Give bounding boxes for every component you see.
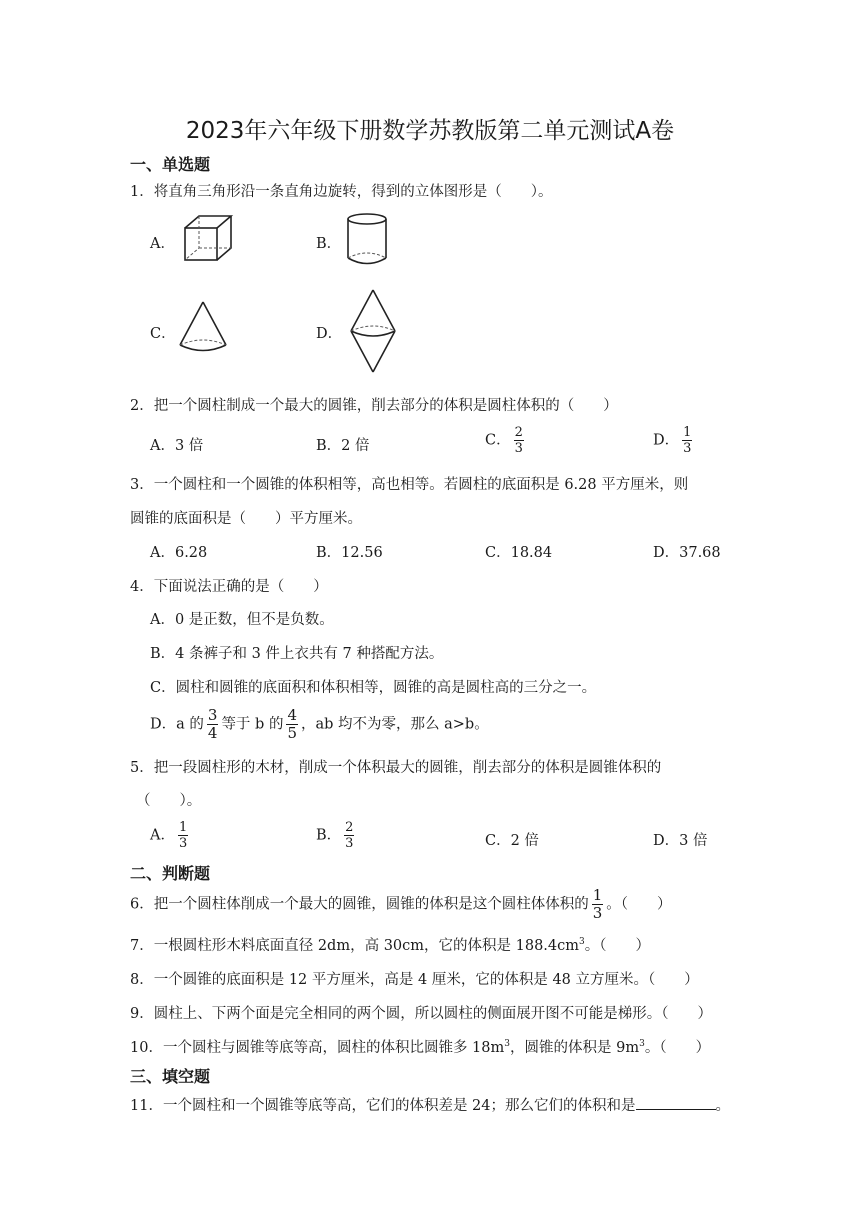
question-1-option-a: A． [150, 236, 175, 252]
question-3-option-b: B．12.56 [316, 545, 383, 561]
fraction-denominator: 4 [207, 724, 218, 742]
question-5-option-a [150, 821, 191, 850]
question-5-option-a-label: A． [150, 827, 175, 844]
question-11-suffix: 。 [715, 1098, 731, 1114]
question-3-option-a: A．6.28 [150, 545, 208, 561]
fraction [286, 708, 298, 741]
question-7-suffix: 。（ ） [584, 938, 650, 954]
question-5-option-d: D．3 倍 [653, 833, 708, 849]
fraction-denominator: 3 [178, 836, 188, 851]
fraction [592, 888, 604, 921]
fraction [344, 821, 354, 850]
question-11 [130, 1094, 730, 1115]
question-6-suffix: 。（ ） [606, 896, 672, 913]
superscript: 3 [639, 1039, 645, 1050]
fraction [178, 821, 188, 850]
question-5-option-b-label: B． [316, 827, 342, 844]
fraction [207, 708, 219, 741]
section-heading-single-choice: 一、单选题 [130, 155, 211, 174]
answer-blank[interactable] [636, 1095, 716, 1110]
fraction-denominator: 3 [683, 441, 692, 456]
question-1-option-c: C． [150, 326, 176, 342]
cube-icon [183, 214, 235, 264]
question-3-option-c: C．18.84 [485, 545, 553, 561]
cylinder-icon [345, 212, 389, 268]
question-10-suffix: 。（ ） [644, 1040, 711, 1056]
question-2-stem: 2．把一个圆柱制成一个最大的圆锥，削去部分的体积是圆柱体积的（ ） [130, 398, 618, 414]
question-10-middle: ，圆锥的体积是 9m [510, 1040, 640, 1056]
question-11-prefix: 11．一个圆柱和一个圆锥等底等高，它们的体积差是 24；那么它们的体积和是 [130, 1098, 636, 1114]
question-4-option-d-suffix: ，ab 均不为零，那么 a>b。 [300, 716, 489, 733]
superscript: 3 [579, 937, 585, 948]
question-6 [130, 888, 672, 921]
question-2-option-d-label: D． [653, 432, 680, 449]
superscript: 3 [504, 1039, 510, 1050]
question-7-prefix: 7．一根圆柱形木料底面直径 2dm，高 30cm，它的体积是 188.4cm [130, 938, 580, 954]
question-10-prefix: 10．一个圆柱与圆锥等底等高，圆柱的体积比圆锥多 18m [130, 1040, 505, 1056]
fraction-numerator: 1 [178, 820, 188, 835]
fraction [514, 426, 524, 455]
question-3-stem-line2: 圆锥的底面积是（ ）平方厘米。 [130, 511, 362, 527]
double-cone-icon [349, 288, 397, 374]
question-2-option-c [485, 426, 527, 455]
fraction-numerator: 2 [514, 425, 523, 440]
question-8: 8．一个圆锥的底面积是 12 平方厘米，高是 4 厘米，它的体积是 48 立方厘米。（ ） [130, 972, 699, 988]
question-4-option-d-middle: 等于 b 的 [221, 716, 284, 733]
question-1-option-b: B． [316, 236, 342, 252]
question-7 [130, 934, 650, 955]
fraction-denominator: 5 [287, 724, 297, 742]
fraction-denominator: 3 [514, 441, 523, 456]
question-3-option-d: D．37.68 [653, 545, 721, 561]
fraction-numerator: 4 [287, 706, 297, 724]
question-4-option-a: A．0 是正数，但不是负数。 [150, 612, 334, 628]
fraction-denominator: 3 [592, 904, 603, 922]
question-5-option-b [316, 821, 357, 850]
fraction-numerator: 3 [207, 706, 218, 724]
cone-icon [177, 300, 229, 356]
question-2-option-a: A．3 倍 [150, 438, 204, 454]
question-4-option-b: B．4 条裤子和 3 件上衣共有 7 种搭配方法。 [150, 646, 444, 662]
page-title: 2023年六年级下册数学苏教版第二单元测试A卷 [185, 118, 675, 144]
question-2-option-c-label: C． [485, 432, 511, 449]
fraction-numerator: 2 [345, 820, 354, 835]
question-2-option-b: B．2 倍 [316, 438, 370, 454]
fraction-numerator: 1 [592, 886, 603, 904]
question-5-stem-line1: 5．把一段圆柱形的木材，削成一个体积最大的圆锥，削去部分的体积是圆锥体积的 [130, 760, 662, 776]
question-1-option-d: D． [316, 326, 343, 342]
question-4-option-c: C．圆柱和圆锥的底面积和体积相等，圆锥的高是圆柱高的三分之一。 [150, 680, 597, 696]
fraction-denominator: 3 [345, 836, 354, 851]
question-4-option-d-prefix: D．a 的 [150, 716, 204, 733]
question-9: 9．圆柱上、下两个面是完全相同的两个圆，所以圆柱的侧面展开图不可能是梯形。（ ） [130, 1006, 712, 1022]
question-1-stem: 1．将直角三角形沿一条直角边旋转，得到的立体图形是（ ）。 [130, 184, 553, 200]
question-5-stem-line2: （ ）。 [136, 793, 202, 809]
question-4-stem: 4．下面说法正确的是（ ） [130, 579, 328, 595]
section-heading-true-false: 二、判断题 [130, 864, 211, 883]
question-4-option-d [150, 708, 489, 741]
question-10 [130, 1036, 710, 1057]
fraction [682, 426, 692, 455]
question-5-option-c: C．2 倍 [485, 833, 539, 849]
question-3-stem-line1: 3．一个圆柱和一个圆锥的体积相等，高也相等。若圆柱的底面积是 6.28 平方厘米，则 [130, 477, 689, 493]
fraction-numerator: 1 [683, 425, 692, 440]
question-6-prefix: 6．把一个圆柱体削成一个最大的圆锥，圆锥的体积是这个圆柱体体积的 [130, 896, 589, 913]
section-heading-fill-in: 三、填空题 [130, 1067, 211, 1086]
question-2-option-d [653, 426, 695, 455]
